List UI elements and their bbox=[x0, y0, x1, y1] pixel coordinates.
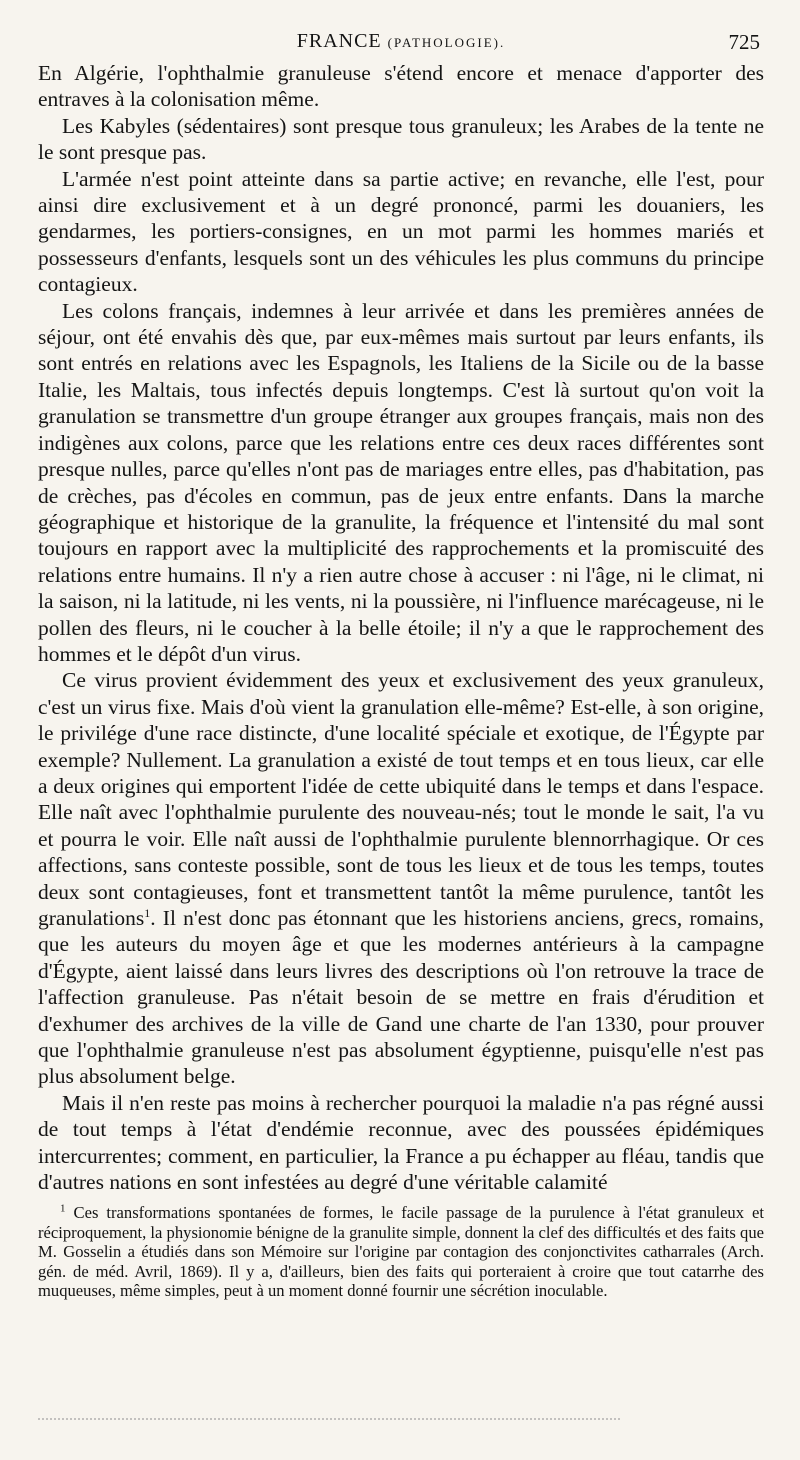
paragraph-5-text-after: . Il n'est donc pas étonnant que les historiens anciens, grecs, romains, que les auteurs du moyen âge et que les modernes antérieurs à la campagne d'Égypte, aient laissé dans leurs livres des descriptions où l'on retrouve la trace de l'affection granuleuse. Pas n'était besoin de se mettre en frais d'érudition et d'exhumer des archives de la ville de Gand une charte de l'an 1330, pour prouver que l'ophthalmie granuleuse n'est pas absolument égyptienne, puisqu'elle n'est pas plus absolument belge. bbox=[38, 906, 764, 1089]
paragraph-5-text: Ce virus provient évidemment des yeux et exclusivement des yeux granuleux, c'est un virus fixe. Mais d'où vient la granulation elle-même? Est-elle, à son origine, le privilége d'une race distincte, d'une localité spéciale et exotique, de l'Égypte par exemple? Nullement. La granulation a existé de tout temps et en tous lieux, car elle a deux origines qui emportent l'idée de cette ubiquité dans le temps et dans l'espace. Elle naît avec l'ophthalmie purulente des nouveau-nés; tout le monde le sait, l'a vu et pourra le voir. Elle naît aussi de l'ophthalmie purulente blennorrhagique. Or ces affections, sans conteste possible, sont de tous les lieux et de tous les temps, toutes deux sont contagieuses, font et transmettent tantôt la même purulence, tantôt les granulations bbox=[38, 668, 764, 930]
paragraph-4: Les colons français, indemnes à leur arrivée et dans les premières années de séjour, ont été envahis dès que, par eux-mêmes mais surtout par leurs enfants, ils sont entrés en relations avec les Espagnols, les Italiens de la Sicile ou de la basse Italie, les Maltais, tous infectés depuis longtemps. C'est là surtout qu'on voit la granulation se transmettre d'un groupe étranger aux groupes français, mais non des indigènes aux colons, parce que les relations entre ces deux races différentes sont presque nulles, parce qu'elles n'ont pas de mariages entre elles, pas d'habitation, pas de crèches, pas d'écoles en commun, pas de jeux entre enfants. Dans la marche géographique et historique de la granulite, la fréquence et l'intensité du mal sont toujours en rapport avec la multiplicité des rapprochements et la promiscuité des relations entre humains. Il n'y a rien autre chose à accuser : ni l'âge, ni le climat, ni la saison, ni la latitude, ni les vents, ni la poussière, ni l'influence marécageuse, ni le pollen des fleurs, ni le coucher à la belle étoile; il n'y a que le rapprochement des hommes et le dépôt d'un virus. bbox=[38, 298, 764, 666]
footnote-reference[interactable]: 1 bbox=[144, 905, 151, 920]
footnote-mark: 1 bbox=[60, 1202, 66, 1215]
body-text bbox=[38, 60, 764, 1195]
paragraph-5 bbox=[38, 667, 764, 1090]
running-header bbox=[38, 26, 764, 60]
paragraph-6: Mais il n'en reste pas moins à rechercher pourquoi la maladie n'a pas régné aussi de tout temps à l'état d'endémie reconnue, avec des poussées épidémiques intercurrentes; comment, en particulier, la France a pu échapper au fléau, tandis que d'autres nations en sont infestées au degré d'une véritable calamité bbox=[38, 1090, 764, 1195]
paragraph-2: Les Kabyles (sédentaires) sont presque tous granuleux; les Arabes de la tente ne le sont presque pas. bbox=[38, 113, 764, 165]
page-number: 725 bbox=[728, 30, 760, 54]
running-title bbox=[38, 30, 764, 53]
paragraph-1: En Algérie, l'ophthalmie granuleuse s'étend encore et menace d'apporter des entraves à la colonisation même. bbox=[38, 61, 764, 112]
running-title-sub: (PATHOLOGIE). bbox=[387, 35, 506, 50]
running-title-main: FRANCE bbox=[296, 30, 382, 52]
bottom-dotted-rule bbox=[38, 1418, 620, 1420]
footnotes bbox=[38, 1203, 764, 1300]
footnote-1 bbox=[38, 1203, 764, 1300]
footnote-text: Ces transformations spontanées de formes, le facile passage de la purulence à l'état granuleux et réciproquement, la physionomie bénigne de la granulite simple, donnent la clef des difficultés et des faits que M. Gosselin a étudiés dans son Mémoire sur l'origine par contagion des conjonctivites catharrales (Arch. gén. de méd. Avril, 1869). Il y a, d'ailleurs, bien des faits qui porteraient à croire que tout catarrhe des muqueuses, même simples, peut à un moment donné fournir une sécrétion inoculable. bbox=[38, 1203, 764, 1301]
paragraph-3: L'armée n'est point atteinte dans sa partie active; en revanche, elle l'est, pour ainsi dire exclusivement et à un degré prononcé, parmi les douaniers, les gendarmes, les portiers-consignes, en un mot parmi les hommes mariés et possesseurs d'enfants, lesquels sont un des véhicules les plus communs du principe contagieux. bbox=[38, 166, 764, 297]
